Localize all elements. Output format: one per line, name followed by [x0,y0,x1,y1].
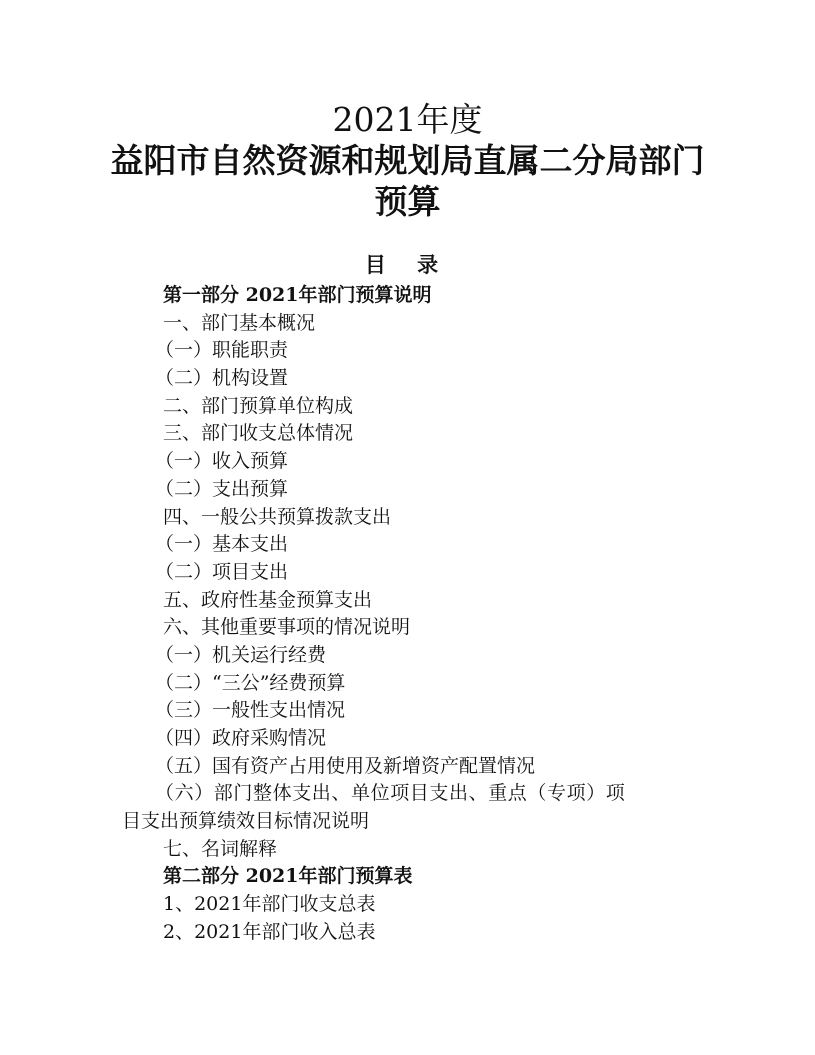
toc-item: 第二部分 2021年部门预算表 [163,865,413,888]
toc-item: 第一部分 2021年部门预算说明 [163,284,432,306]
toc-item: 一、部门基本概况 [163,311,316,334]
toc-item: 2、2021年部门收入总表 [163,920,376,943]
toc-item: （一）职能职责 [155,339,289,362]
toc-item: （一）基本支出 [155,533,289,556]
toc-item: 六、其他重要事项的情况说明 [163,616,411,639]
toc-item: （三）一般性支出情况 [155,699,346,722]
toc-item-continuation: 目支出预算绩效目标情况说明 [122,810,370,833]
toc-item: （二）机构设置 [155,367,289,390]
toc-item: 二、部门预算单位构成 [163,394,354,417]
table-of-contents [0,282,815,947]
toc-item: （二）支出预算 [155,477,289,500]
document-title-line-3: 预算 [374,182,441,221]
toc-item: （一）收入预算 [155,450,289,473]
toc-item: （六）部门整体支出、单位项目支出、重点（专项）项 [155,782,626,805]
toc-item: （五）国有资产占用使用及新增资产配置情况 [155,754,536,777]
toc-item: 四、一般公共预算拨款支出 [163,505,392,528]
document-title-line-2: 益阳市自然资源和规划局直属二分局部门 [110,141,705,180]
toc-item: （二）项目支出 [155,560,289,583]
toc-item: 五、政府性基金预算支出 [163,588,373,611]
toc-item: 七、名词解释 [163,837,278,860]
toc-item: （四）政府采购情况 [155,727,327,749]
toc-item: 1、2021年部门收支总表 [163,893,376,916]
toc-item: 三、部门收支总体情况 [163,422,354,445]
toc-heading: 目 录 [364,252,451,277]
document-title-year: 2021年度 [332,100,483,139]
toc-item: （二）“三公”经费预算 [155,671,346,694]
toc-item: （一）机关运行经费 [155,643,327,666]
